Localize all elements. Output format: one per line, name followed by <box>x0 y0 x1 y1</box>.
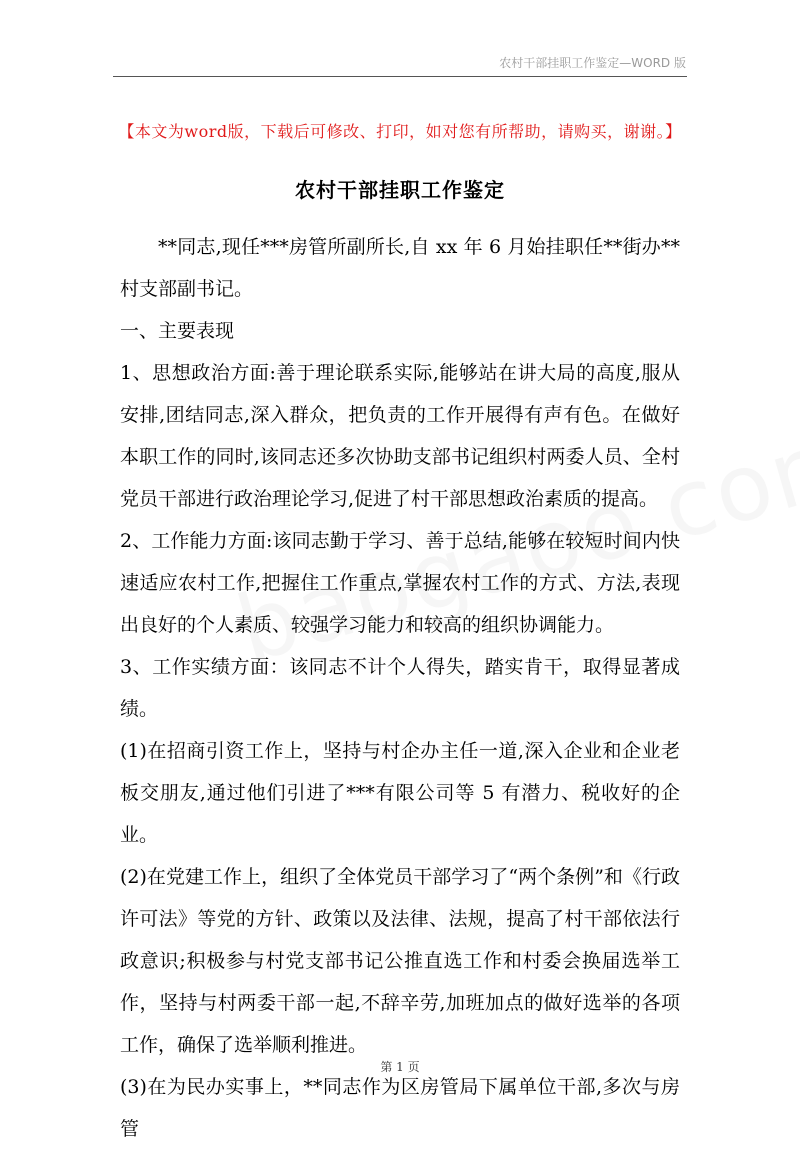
paragraph-investment: (1)在招商引资工作上，坚持与村企办主任一道,深入企业和企业老板交朋友,通过他们引进了***有限公司等 5 有潜力、税收好的企业。 <box>120 740 680 846</box>
paragraph-party-building: (2)在党建工作上，组织了全体党员干部学习了“两个条例”和《行政许可法》等党的方针、政策以及法律、法规，提高了村干部依法行政意识;积极参与村党支部书记公推直选工作和村委会换届选举工作，坚持与村两委干部一起,不辞辛劳,加班加点的做好选举的各项工作，确保了选举顺利推进。 <box>120 866 680 1056</box>
intro-paragraph: **同志,现任***房管所副所长,自 xx 年 6 月始挂职任**街办**村支部副书记。 <box>120 236 680 300</box>
paragraph-political: 1、思想政治方面:善于理论联系实际,能够站在讲大局的高度,服从安排,团结同志,深入群众，把负责的工作开展得有声有色。在做好本职工作的同时,该同志还多次协助支部书记组织村两委人员、全村党员干部进行政治理论学习,促进了村干部思想政治素质的提高。 <box>120 362 680 510</box>
page-number: 第 1 页 <box>380 1060 420 1074</box>
paragraph-public-service: (3)在为民办实事上，**同志作为区房管局下属单位干部,多次与房管 <box>120 1076 680 1140</box>
section-heading: 一、主要表现 <box>120 320 235 342</box>
paragraph-achievements: 3、工作实绩方面：该同志不计个人得失，踏实肯干，取得显著成绩。 <box>120 656 680 720</box>
header-divider <box>113 76 687 77</box>
document-body <box>120 226 680 1150</box>
paragraph-ability: 2、工作能力方面:该同志勤于学习、善于总结,能够在较短时间内快速适应农村工作,把握住工作重点,掌握农村工作的方式、方法,表现出良好的个人素质、较强学习能力和较高的组织协调能力。 <box>120 530 680 636</box>
document-header-label: 农村干部挂职工作鉴定—WORD 版 <box>499 56 686 70</box>
download-notice: 【本文为word版，下载后可修改、打印，如对您有所帮助，请购买，谢谢。】 <box>118 122 682 141</box>
page-title: 农村干部挂职工作鉴定 <box>295 178 505 202</box>
